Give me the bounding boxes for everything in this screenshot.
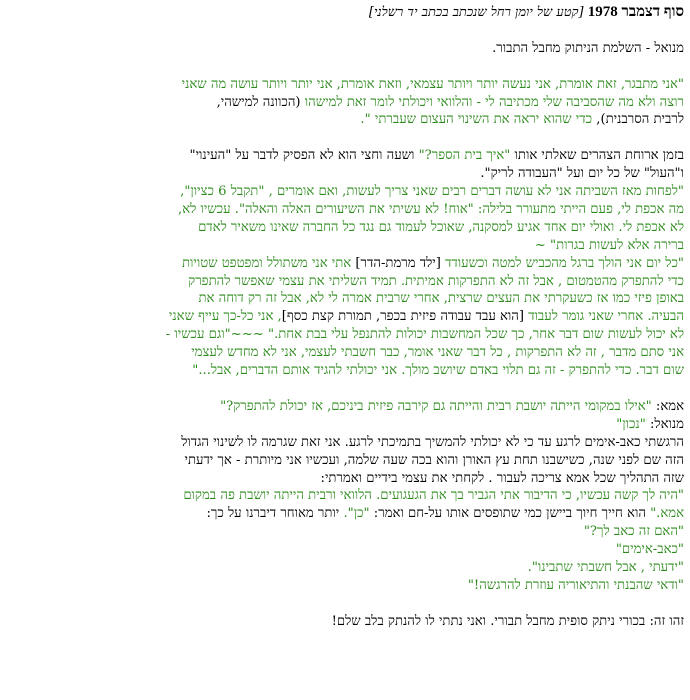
narration-text: [הוא עבד עבודה פיזית בכפר, תמורת קצת כסף] [281,309,525,325]
quoted-text: אני סתם מדבר , זה לא התפרקות , כל דבר שאני אומר, כבר חשבתי לעצמי, אני לא מחדש לעצמי [191,345,684,361]
text-line [4,147,684,165]
text-line [4,470,684,488]
narration-text: הוא חייך חיוך ביישן כמי שתופסים אותו על-חם ואמר: [369,506,651,522]
quoted-text: "כל יום אני הולך ברגל מהכביש למטה וכשעודד [440,255,684,271]
blank-line [4,58,684,76]
narration-text: שזה התהליך שכל אמא צריכה לעבור . לקחתי את עצמי בידיים ואמרתי: [320,470,684,486]
text-line [4,237,684,255]
narration-text: [ילד מרמת-הדר] [355,255,441,271]
narration-text: מנואל - השלמת הניתוק מחבל התבור. [492,40,684,56]
text-line [4,577,684,595]
text-line [4,452,684,470]
narration-text: מנואל: [645,416,684,432]
text-line [4,273,684,291]
text-line [4,487,684,505]
narration-text: בזמן ארוחת הצהרים שאלתי אותו [510,148,684,164]
text-line [4,219,684,237]
text-line [4,76,684,94]
text-line [4,290,684,308]
quoted-text: "היה לך קשה עכשיו, כי הדיבור אתי הגביר בך את הגעגועים. הלוואי ורבית הייתה יושבת פה במקום [183,488,684,504]
quoted-text: רוצה ולא מה שהסביבה שלי מכתיבה לי - והלוואי ויכולתי לומר זאת למישהו [300,94,684,110]
text-line [4,40,684,58]
quoted-text: כדי להתפרק מהטמטום , אבל זה לא התפרקות אמיתית. תמיד השליתי את עצמי שאפשר להתפרק [188,273,684,289]
text-line [4,308,684,326]
quoted-text: "לפחות מאז השביתה אני לא עושה דברים רבים שאני צריך לעשות, ואם אומרים , "תקבל 6 כציון", [180,184,684,200]
quoted-text: "איך בית הספר?" [418,148,511,164]
text-line [4,559,684,577]
quoted-text: "ידעתי , אבל חשבתי שתבינו". [527,560,684,576]
narration-text: אמא: [651,398,684,414]
quoted-text: "אני מתבגר, זאת אומרת, אני נעשה יותר ויותר עצמאי, וזאת אומרת, אני יותר ויותר עושה מה שאני [181,76,684,92]
quoted-text: ברירה אלא לעשות בגרות" ~ [534,237,684,253]
text-line [4,255,684,273]
quoted-text: , אני כל-כך עייף שאני [168,309,282,325]
narration-text: (הכוונה למישהי, [216,94,301,110]
quoted-text: הבעיה. אחרי שאני גומר לעבוד [524,309,684,325]
quoted-text: "אילו במקומי הייתה יושבת רבית והייתה גם קירבה פיזית ביניכם, אז יכולת להתפרק?" [220,398,652,414]
narration-text: ו"העול" של כל יום ועל "העבודה לריק". [480,166,684,182]
text-line [4,434,684,452]
text-line [4,523,684,541]
text-line [4,362,684,380]
narration-text: לרבית הסרבנית), [596,112,684,128]
narration-text: ושעה וחצי הוא לא הפסיק לדבר על "העינוי" [189,148,419,164]
document-title [4,4,684,22]
text-line [4,111,684,129]
quoted-text: "כאב-אימים" [615,542,684,558]
quoted-text: לא יכול לעשות שום דבר אחר, כך שכל המחשבות יכולות להתנפל עלי בבת אחת." ~~~"וגם עכשיו - [165,327,684,343]
text-line [4,201,684,219]
spacer [4,22,684,40]
narration-text: יותר מאוחר דיברנו על כך: [206,506,344,522]
text-line [4,94,684,112]
text-line [4,613,684,631]
title-date: סוף דצמבר 1978 [587,4,684,20]
diary-body [4,40,684,631]
title-note: [קטע של יומן רחל שנכתב בכתב יד רשלני] [368,5,584,20]
quoted-text: "כן". [343,506,370,522]
blank-line [4,595,684,613]
quoted-text: "ודאי שהבנתי והתיאוריה עוזרת להרגשה!" [467,577,684,593]
quoted-text: כדי שהוא יראה את השינוי העצום שעברתי ". [360,112,597,128]
quoted-text: באופן פיזי כמו אז כשעקרתי את העצים שרצית, אחרי שרבית אמרה לי לא, אבל זה רק דוחה את [198,291,684,307]
text-line [4,541,684,559]
quoted-text: לא אכפת לי. ואולי יום אחד אגיע למסקנה, שאוכל לעמוד גם נגד כל החברה שאינו משאיר לאדם [198,219,684,235]
quoted-text: אמא." [650,506,684,522]
text-line [4,344,684,362]
text-line [4,416,684,434]
narration-text: הזה שם לפני שנה, כשישבנו תחת עץ האורן והוא בכה שעה שלמה, ועכשיו אני מיותרת - אך ידעתי [184,452,684,468]
blank-line [4,380,684,398]
text-line [4,505,684,523]
text-line [4,326,684,344]
narration-text: הרגשתי כאב-אימים לרגע עד כי לא יכולתי להמשיך בתמיכתי לרגע. אני זאת שגרמה לו לשינוי הגדול [181,434,684,450]
quoted-text: שום דבר. כדי להתפרק - זה גם תלוי באדם שיושב מולך. אני יכולתי להגיד אותם הדברים, אבל..." [192,363,684,379]
narration-text: זהו זה: בכורי ניתק סופית מחבל תבורי. ואני נתתי לו להנתק בלב שלם! [331,613,684,629]
quoted-text: מה אכפת לי, פעם הייתי מתעורר בלילה: "אוח! לא עשיתי את השיעורים האלה והאלה". עכשיו לא, [178,201,684,217]
quoted-text: אתי אני משתולל ומפטפט שטויות [181,255,356,271]
blank-line [4,129,684,147]
text-line [4,183,684,201]
text-line [4,165,684,183]
quoted-text: "האם זה כאב לך?" [583,524,684,540]
text-line [4,398,684,416]
quoted-text: "נכון" [616,416,646,432]
